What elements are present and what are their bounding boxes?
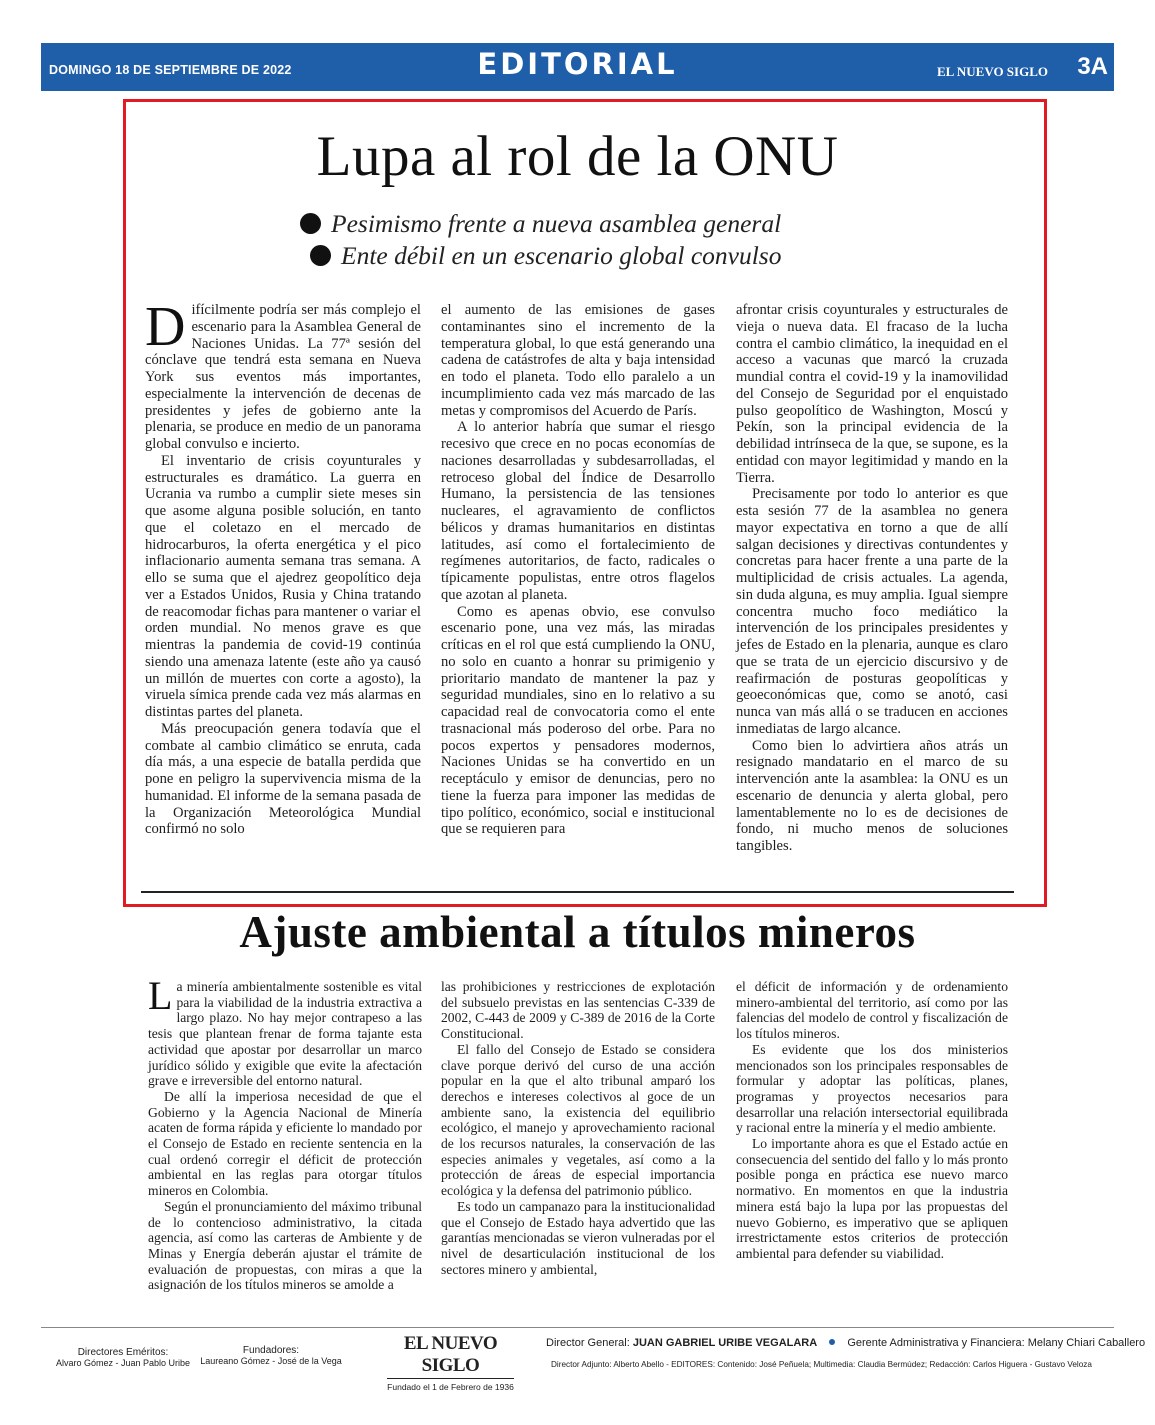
director-general-name: JUAN GABRIEL URIBE VEGALARA [632, 1337, 818, 1349]
paragraph: A lo anterior habría que sumar el riesgo recesivo que crece en no pocas economías de naciones desarrolladas y subdesarrolladas, el retroceso global del Índice de Desarrollo Humano, la persistencia de las tensiones nucleares, el agravamiento de conflictos bélicos y dramas humanitarios en distintas latitudes, así como el fortalecimiento de regímenes autoritarios, de facto, radicales o típicamente populistas, entre otros flagelos que azotan al planeta. [441, 419, 715, 603]
article-column-2 [441, 302, 715, 838]
paragraph: Más preocupación genera todavía que el combate al cambio climático se enruta, cada día más, a una especie de batalla perdida que pone en peligro la supervivencia misma de la humanidad. El informe de la semana pasada de la Organización Meteorológica Mundial confirmó no solo [145, 720, 421, 838]
paragraph-text: a minería ambientalmente sostenible es vital para la viabilidad de la industria extractiva a largo plazo. No hay mejor contrapeso a las tesis que plantean frenar de forma tajante esta actividad que apostar por desarrollar un marco jurídico sólido y exigible que evite la afectación grave e irreversible del entorno natural. [148, 979, 422, 1089]
dropcap: D [145, 296, 186, 358]
directors-block [48, 1347, 198, 1368]
section-divider [141, 891, 1014, 893]
logo-name: EL NUEVO SIGLO [387, 1333, 514, 1379]
article-column-1 [145, 296, 421, 838]
bullet-dot-icon [300, 213, 321, 234]
bullet-dot-icon [310, 245, 331, 266]
paragraph: De allí la imperiosa necesidad de que el Gobierno y la Agencia Nacional de Minería acaten de forma rápida y eficiente lo mandado por el Consejo de Estado en reciente sentencia en la cual ordenó corregir el déficit de protección ambiental en las reglas para otorgar títulos mineros en Colombia. [148, 1088, 422, 1199]
editors-line: Director Adjunto: Alberto Abello - EDITORES: Contenido: José Peñuela; Multimedia: Claudia Bermúdez; Redacción: Carlos Higuera - Gustavo Veloza [551, 1360, 1092, 1369]
paragraph: Es todo un campanazo para la institucionalidad que el Consejo de Estado haya advertido que las garantías mencionadas se vieron vulneradas por el nivel de desarticulación institucional de los sectores minero y ambiental, [441, 1198, 715, 1277]
dropcap: L [148, 973, 173, 1018]
paragraph: Lo importante ahora es que el Estado actúe en consecuencia del sentido del fallo y lo más pronto posible ponga en práctica ese nuevo marco normativo. En momentos en que la industria minera está bajo la lupa por las propuestas del nuevo Gobierno, es imperativo que se apliquen irrestrictamente estos criterios de protección ambiental para defender su viabilidad. [736, 1136, 1008, 1261]
paragraph: el aumento de las emisiones de gases contaminantes sino el incremento de la temperatura global, lo que está generando una cadena de catástrofes de alta y baja intensidad en todo el planeta. Todo ello paralelo a un incumplimiento cada vez más marcado de las metas y compromisos del Acuerdo de París. [441, 302, 715, 419]
paragraph: Es evidente que los dos ministerios mencionados son los principales responsables de formular y adoptar las políticas, planes, programas y proyectos necesarios para desarrollar una relación intersectorial equilibrada y racional entre la minería y el medio ambiente. [736, 1041, 1008, 1136]
management-line [546, 1337, 1145, 1349]
page-number: 3A [1077, 53, 1108, 80]
paper-logo [387, 1333, 514, 1392]
editorial-title-2: Ajuste ambiental a títulos mineros [239, 907, 916, 957]
director-general-label: Director General: [546, 1337, 630, 1349]
subheadline-item [300, 240, 880, 272]
subheadline-item [300, 208, 880, 240]
article2-column-3 [736, 979, 1008, 1262]
founders-label: Fundadores: [242, 1345, 300, 1356]
article-column-3 [736, 302, 1008, 855]
paragraph: Como bien lo advirtiera años atrás un resignado mandatario en el marco de su intervención ante la asamblea: la ONU es un escenario de denuncia y alerta global, pero lamentablemente no lo es de decisiones de fondo, ni mucho menos de soluciones tangibles. [736, 737, 1008, 854]
directors-label: Directores Eméritos: [77, 1347, 169, 1358]
subheadline-text: Pesimismo frente a nueva asamblea general [331, 209, 782, 238]
paragraph: El fallo del Consejo de Estado se considera clave porque derivó del curso de una acción popular en la que el alto tribunal amparó los derechos e intereses colectivos al goce de un ambiente sano, la existencia del equilibrio ecológico, el manejo y aprovechamiento racional de los recursos naturales, la conservación de las especies animales y vegetales, así como a la protección de áreas de especial importancia ecológica y la defensa del patrimonio público. [441, 1041, 715, 1199]
founders-names: Laureano Gómez - José de la Vega [200, 1356, 342, 1366]
separator-dot-icon [829, 1339, 835, 1345]
paragraph: las prohibiciones y restricciones de explotación del subsuelo previstas en las sentencias C-339 de 2002, C-443 de 2009 y C-389 de 2016 de la Corte Constitucional. [441, 979, 715, 1042]
manager-name: Melany Chiari Caballero [1027, 1337, 1146, 1349]
paper-name: EL NUEVO SIGLO [937, 64, 1048, 79]
masthead-bar [41, 43, 1114, 91]
paragraph [148, 973, 422, 1089]
issue-date: DOMINGO 18 DE SEPTIEMBRE DE 2022 [49, 63, 292, 77]
paragraph: Según el pronunciamiento del máximo tribunal de lo contencioso administrativo, la citada agencia, así como las carteras de Ambiente y de Minas y Energía deberán ajustar el trámite de evaluación de propuestas, con miras a que la asignación de los títulos mineros se amolde a [148, 1198, 422, 1293]
section-title: EDITORIAL [477, 47, 678, 81]
subheadline-text: Ente débil en un escenario global convulso [341, 241, 782, 270]
paragraph: afrontar crisis coyunturales y estructurales de vieja o nueva data. El fracaso de la lucha contra el cambio climático, la inequidad en el acceso a vacunas que marcó la cruzada mundial contra el covid-19 y la inamovilidad del Consejo de Seguridad por el enquistado pulso geopolítico de Washington, Moscú y Pekín, son la principal evidencia de la debilidad intrínseca de la que, se supone, es la entidad con mayor legitimidad y mando en la Tierra. [736, 302, 1008, 486]
article2-column-1 [148, 973, 422, 1293]
subheadline-list [300, 208, 880, 272]
paragraph: El inventario de crisis coyunturales y estructurales es dramático. La guerra en Ucrania va rumbo a cumplir siete meses sin que asome alguna posible solución, en tanto que el coletazo en el mercado de hidrocarburos, la oferta energética y el pico inflacionario aumenta semana tras semana. A ello se suma que el ajedrez geopolítico deja ver a Estados Unidos, Rusia y China tratando de reacomodar fichas para mantener o variar el orden mundial. No menos grave es que mientras la pandemia de covid-19 continúa siendo una amenaza latente (este año ya causó un millón de muertes con corte a agosto), la viruela símica prende cada vez más alarmas en distintas partes del planeta. [145, 452, 421, 720]
paragraph: Precisamente por todo lo anterior es que esta sesión 77 de la asamblea no genera mayor expectativa en torno a que de allí salgan decisiones y directivas contundentes y concretas para hacer frente a una parte de la multiplicidad de crisis actuales. La agenda, sin duda alguna, es muy amplia. Igual siempre concentra mucho foco mediático la intervención de los principales presidentes y jefes de Estado en la plenaria, aunque es claro que se trata de un ejercicio discursivo y de reafirmación de posturas geopolíticas y geoeconómicas que, como se anotó, casi nunca van más allá o se traducen en acciones inmediatas de largo alcance. [736, 486, 1008, 737]
paragraph-text: ifícilmente podría ser más complejo el escenario para la Asamblea General de Naciones Unidas. La 77ª sesión del cónclave que tendrá esta semana en Nueva York sus eventos más importantes, especialmente la intervención de decenas de presidentes y jefes de gobierno ante la plenaria, se produce en medio de un panorama global convulso e incierto. [145, 302, 421, 452]
manager-label: Gerente Administrativa y Financiera: [847, 1337, 1025, 1349]
article2-column-2 [441, 979, 715, 1277]
paragraph: Como es apenas obvio, ese convulso escenario pone, una vez más, las miradas críticas en el rol que está cumpliendo la ONU, no solo en cuanto a honrar su primigenio y prioritario mandato de mantener la paz y seguridad mundiales, sino en lo relativo a su capacidad real de convocatoria como el ente trasnacional más poderoso del orbe. Para no pocos expertos y pensadores modernos, Naciones Unidas se ha convertido en un receptáculo y emisor de denuncias, pero no tiene la fuerza para imponer las medidas de tipo político, económico, social e institucional que se requieren para [441, 603, 715, 838]
footer-divider [41, 1327, 1114, 1328]
editorial-title: Lupa al rol de la ONU [316, 125, 839, 188]
directors-names: Alvaro Gómez - Juan Pablo Uribe [55, 1358, 191, 1368]
founders-block [196, 1345, 346, 1366]
paragraph [145, 296, 421, 453]
founded-date: Fundado el 1 de Febrero de 1936 [387, 1382, 514, 1392]
paragraph: el déficit de información y de ordenamiento minero-ambiental del territorio, así como por las falencias del modelo de control y fiscalización de los títulos mineros. [736, 979, 1008, 1042]
